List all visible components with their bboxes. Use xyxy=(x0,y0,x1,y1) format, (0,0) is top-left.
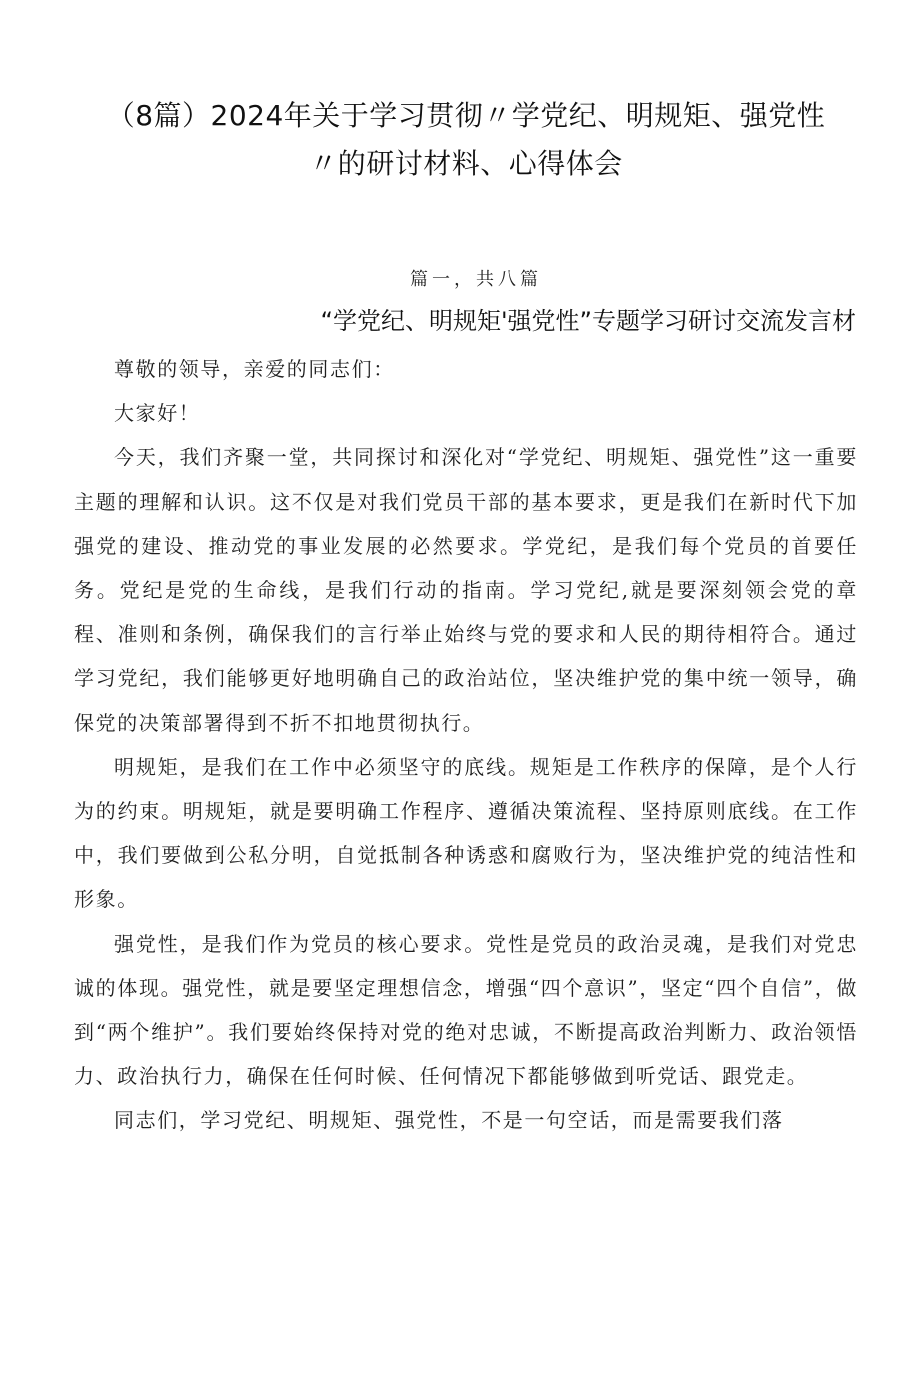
paragraph: 同志们，学习党纪、明规矩、强党性，不是一句空话，而是需要我们落 xyxy=(114,1108,784,1133)
paragraph: 强党性，是我们作为党员的核心要求。党性是党员的政治灵魂，是我们对党忠诚的体现。强党性，就是要坚定理想信念，增强“四个意识”，坚定“四个自信”，做到“两个维护”。我们要始终保持对党的绝对忠诚，不断提高政治判断力、政治领悟力、政治执行力，确保在任何时候、任何情况下都能够做到听党话、跟党走。 xyxy=(74,931,858,1089)
salutation-line: 大家好！ xyxy=(114,401,201,426)
document-page xyxy=(0,92,920,1393)
section-heading: “学党纪、明规矩'强党性”专题学习研讨交流发言材 xyxy=(320,307,856,335)
section-label: 篇一，共八篇 xyxy=(410,269,542,290)
paragraph: 今天，我们齐聚一堂，共同探讨和深化对“学党纪、明规矩、强党性”这一重要主题的理解和认识。这不仅是对我们党员干部的基本要求，更是我们在新时代下加强党的建设、推动党的事业发展的必然要求。学党纪，是我们每个党员的首要任务。党纪是党的生命线，是我们行动的指南。学习党纪,就是要深刻领会党的章程、准则和条例，确保我们的言行举止始终与党的要求和人民的期待相符合。通过学习党纪，我们能够更好地明确自己的政治站位，坚决维护党的集中统一领导，确保党的决策部署得到不折不扣地贯彻执行。 xyxy=(74,445,858,735)
paragraph: 明规矩，是我们在工作中必须坚守的底线。规矩是工作秩序的保障，是个人行为的约束。明规矩，就是要明确工作程序、遵循决策流程、坚持原则底线。在工作中，我们要做到公私分明，自觉抵制各种诱惑和腐败行为，坚决维护党的纯洁性和形象。 xyxy=(74,754,858,912)
greeting-line: 尊敬的领导，亲爱的同志们： xyxy=(114,357,395,381)
document-body xyxy=(74,347,858,1143)
document-title: （8篇）2024年关于学习贯彻〃学党纪、明规矩、强党性〃的研讨材料、心得体会 xyxy=(106,99,826,180)
